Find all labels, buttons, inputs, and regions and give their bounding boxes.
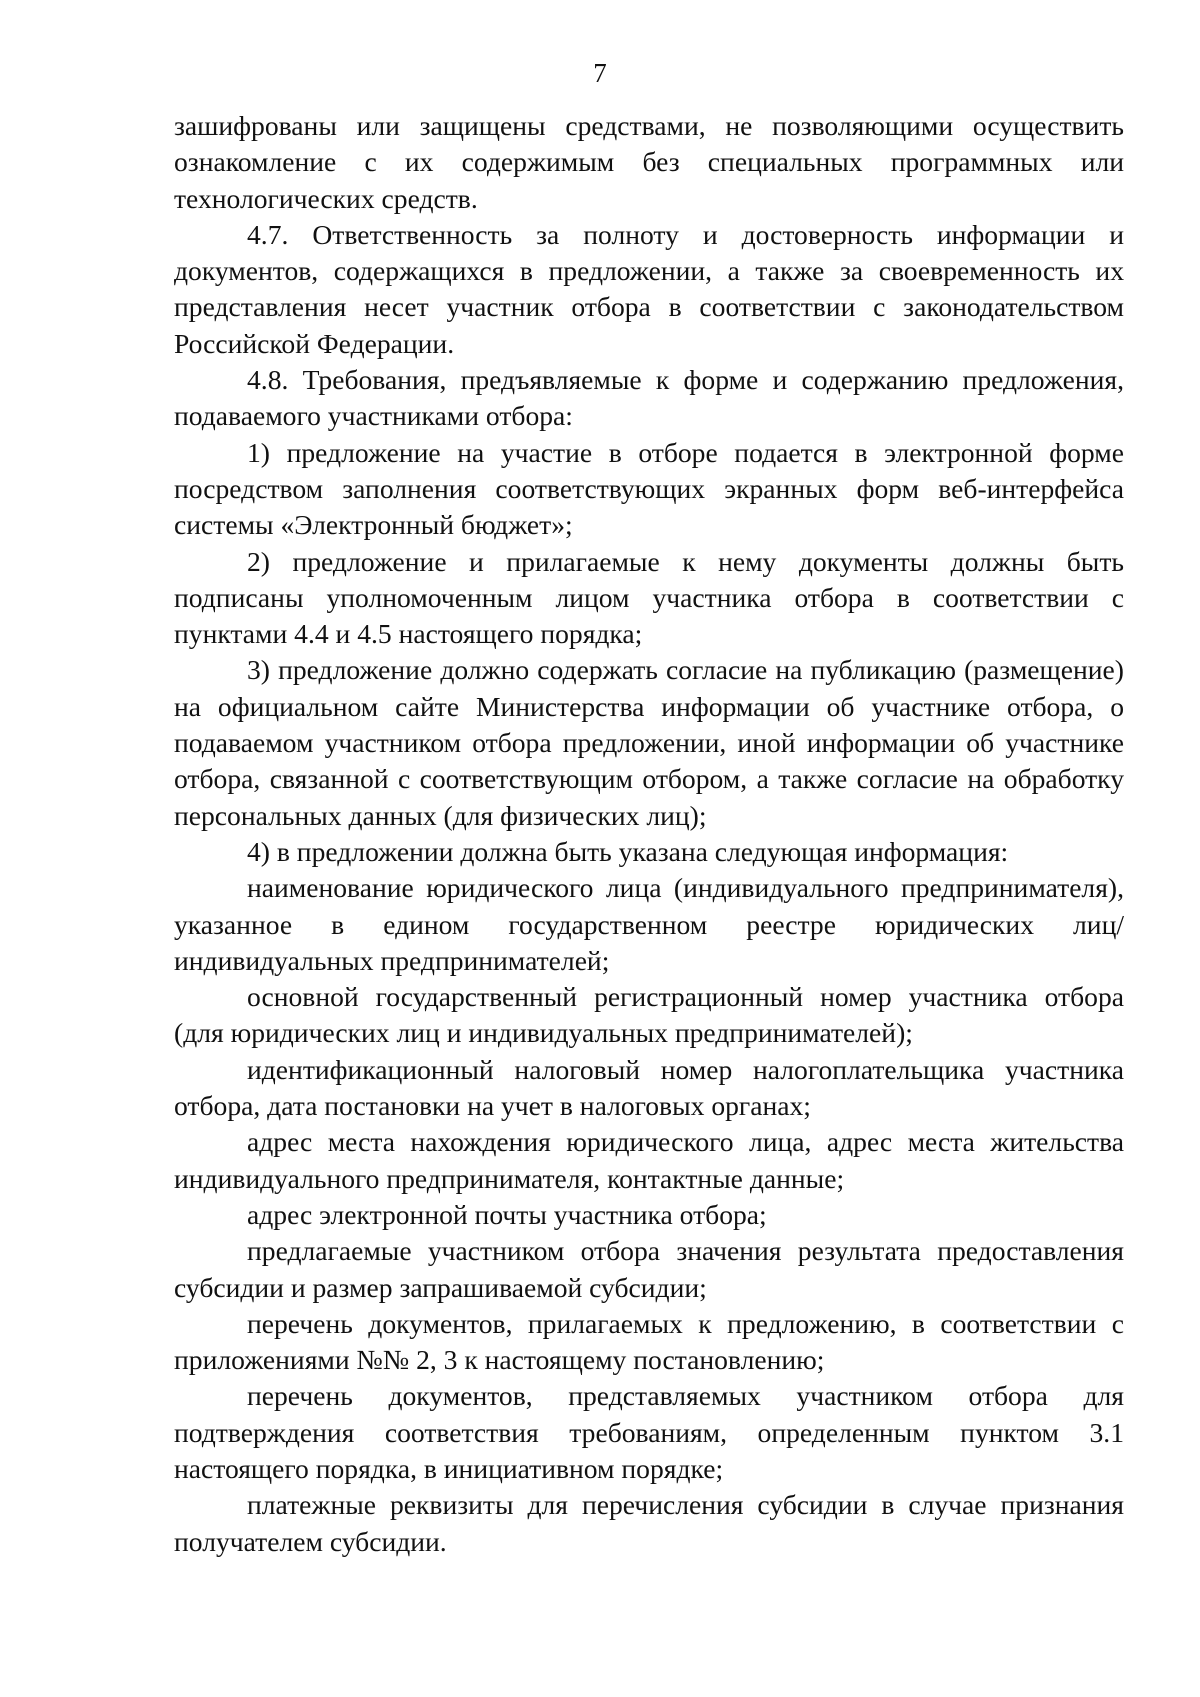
info-item-compliance-documents: перечень документов, представляемых участником отбора для подтверждения соответствия требованиям, определенным пунктом 3.1 настоящего порядка, в инициативном порядке; [174,1380,1124,1484]
paragraph-4-8: 4.8. Требования, предъявляемые к форме и содержанию предложения, подаваемого участниками отбора: [174,364,1124,432]
list-item-1: 1) предложение на участие в отборе подается в электронной форме посредством заполнения соответствующих экранных форм веб-интерфейса системы «Электронный бюджет»; [174,436,1124,541]
info-item-documents-list: перечень документов, прилагаемых к предложению, в соответствии с приложениями №№ 2, 3 к настоящему постановлению; [174,1307,1124,1376]
info-item-inn: идентификационный налоговый номер налогоплательщика участника отбора, дата постановки на учет в налоговых органах; [174,1053,1124,1122]
paragraph-continuation: зашифрованы или защищены средствами, не позволяющими осуществить ознакомление с их содержимым без специальных программных или технологических средств. [174,110,1124,214]
info-item-name: наименование юридического лица (индивидуального предпринимателя), указанное в едином государственном реестре юридических лиц/индивидуальных предпринимателей; [174,872,1124,976]
info-item-email: адрес электронной почты участника отбора; [247,1198,767,1230]
list-item-4: 4) в предложении должна быть указана следующая информация: [247,835,1009,867]
info-item-address: адрес места нахождения юридического лица, адрес места жительства индивидуального предпринимателя, контактные данные; [174,1126,1124,1194]
info-item-ogrn: основной государственный регистрационный номер участника отбора (для юридических лиц и индивидуальных предпринимателей); [174,981,1124,1049]
paragraph-4-7: 4.7. Ответственность за полноту и достоверность информации и документов, содержащихся в предложении, а также за своевременность их представления несет участник отбора в соответствии с законодательством Российской Федерации. [174,218,1124,359]
info-item-payment-details: платежные реквизиты для перечисления субсидии в случае признания получателем субсидии. [174,1489,1124,1557]
document-body [174,108,1124,1560]
list-item-2: 2) предложение и прилагаемые к нему документы должны быть подписаны уполномоченным лицом участника отбора в соответствии с пунктами 4.4 и 4.5 настоящего порядка; [174,545,1124,650]
page-number: 7 [593,58,607,88]
info-item-result-values: предлагаемые участником отбора значения результата предоставления субсидии и размер запрашиваемой субсидии; [174,1235,1124,1303]
list-item-3: 3) предложение должно содержать согласие на публикацию (размещение) на официальном сайте Министерства информации об участнике отбора, о подаваемом участником отбора предложении, иной информации об участнике отбора, связанной с соответствующим отбором, а также согласие на обработку персональных данных (для физических лиц); [174,654,1124,831]
